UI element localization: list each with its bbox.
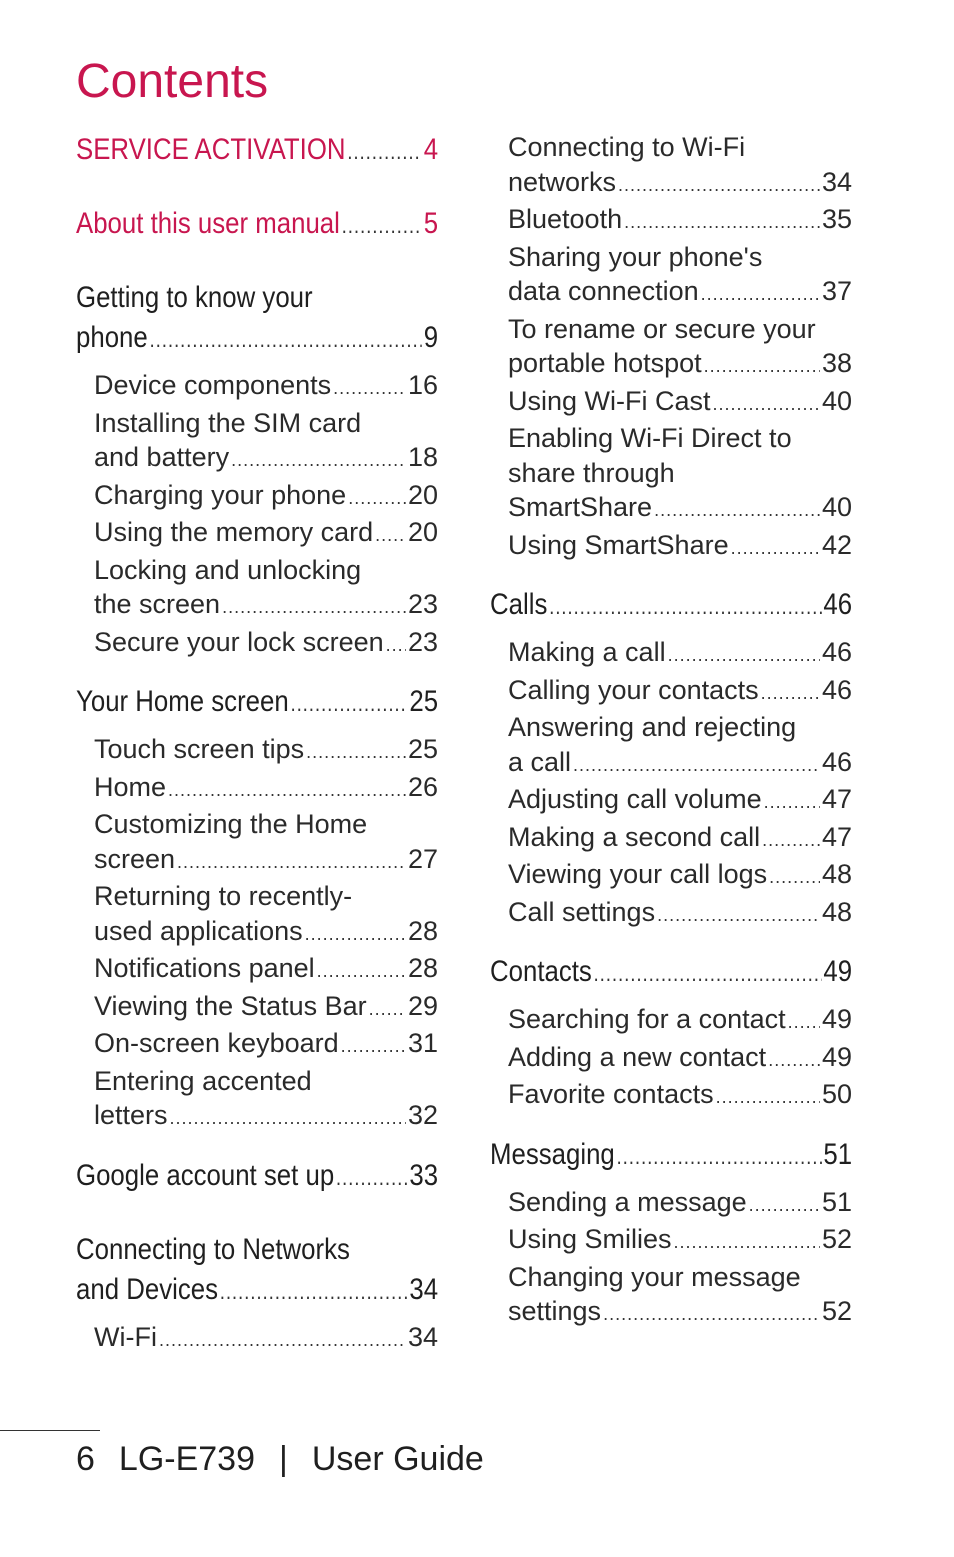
- toc-item[interactable]: [76, 879, 438, 951]
- toc-item[interactable]: [490, 895, 852, 933]
- toc-title: Making a call: [508, 637, 666, 667]
- toc-page: 46: [821, 746, 852, 777]
- toc-title: Contacts: [490, 955, 592, 988]
- toc-title: settings: [508, 1296, 602, 1326]
- toc-title-line: Entering accented: [94, 1065, 312, 1096]
- toc-title: Using the memory card: [94, 517, 374, 547]
- toc-page: 50: [821, 1079, 852, 1109]
- toc-page: 26: [407, 771, 438, 802]
- toc-item[interactable]: [76, 1064, 438, 1136]
- toc-title: Calling your contacts: [508, 674, 759, 705]
- toc-page: 51: [823, 1137, 853, 1171]
- page-title: Contents: [76, 55, 269, 108]
- toc-title: letters: [94, 1100, 168, 1130]
- toc-title-line: Customizing the Home: [94, 809, 368, 839]
- footer-model: LG-E739: [118, 1440, 256, 1478]
- toc-page: 47: [821, 784, 852, 814]
- toc-title-line: Sharing your phone's: [508, 241, 763, 272]
- toc-page: 35: [821, 204, 852, 234]
- footer-guide: User Guide: [311, 1440, 484, 1478]
- toc-title: Calls: [490, 588, 548, 621]
- toc-title: phone: [76, 321, 148, 354]
- toc-page: 5: [423, 207, 439, 240]
- toc-page: 9: [423, 321, 439, 354]
- toc-page: 23: [407, 589, 438, 619]
- toc-page: 18: [407, 442, 438, 472]
- toc-section-connecting[interactable]: [76, 1230, 438, 1312]
- toc-page: 27: [407, 843, 438, 874]
- toc-title-line: To rename or secure your: [508, 313, 816, 344]
- toc-section-service-activation[interactable]: [76, 130, 438, 172]
- toc-page: 20: [407, 479, 438, 510]
- toc-page: 32: [407, 1100, 438, 1130]
- toc-title-line: Enabling Wi-Fi Direct to: [508, 423, 792, 453]
- toc-item[interactable]: [490, 202, 852, 240]
- toc-item[interactable]: [490, 130, 852, 202]
- toc-item[interactable]: [490, 240, 852, 312]
- toc-page: 28: [407, 953, 438, 983]
- toc-page: 40: [821, 492, 852, 522]
- toc-item[interactable]: [76, 553, 438, 625]
- toc-page: 25: [409, 685, 439, 718]
- toc-title: Adjusting call volume: [508, 784, 762, 814]
- toc-title: portable hotspot: [508, 348, 702, 378]
- toc-item[interactable]: [490, 421, 852, 528]
- toc-title: Searching for a contact: [508, 1004, 786, 1034]
- toc-page: 29: [407, 990, 438, 1021]
- toc-page: 4: [423, 133, 439, 166]
- toc-title: SERVICE ACTIVATION: [76, 133, 346, 166]
- toc-item[interactable]: [76, 478, 438, 516]
- toc-page: 46: [821, 674, 852, 705]
- toc-title-line: Returning to recently-: [94, 881, 353, 911]
- toc-item[interactable]: [490, 1002, 852, 1040]
- toc-item[interactable]: [490, 1260, 852, 1332]
- toc-item[interactable]: [490, 857, 852, 895]
- toc-title: Charging your phone: [94, 479, 347, 510]
- toc-title: Google account set up: [76, 1158, 335, 1192]
- toc-title-line: Connecting to Wi-Fi: [508, 132, 746, 162]
- toc-title: Messaging: [490, 1137, 615, 1171]
- toc-page: 38: [821, 348, 852, 378]
- toc-title: the screen: [94, 589, 221, 619]
- toc-title: Using Wi-Fi Cast: [508, 385, 711, 416]
- toc-page: 46: [823, 588, 853, 621]
- toc-item[interactable]: [76, 770, 438, 808]
- toc-item[interactable]: [490, 782, 852, 820]
- toc-title: Your Home screen: [76, 685, 289, 718]
- toc-page: 42: [821, 529, 852, 560]
- toc-title: Making a second call: [508, 821, 761, 852]
- footer-separator: |: [279, 1440, 288, 1478]
- toc-page: 40: [821, 385, 852, 416]
- toc-page: 47: [821, 821, 852, 852]
- toc-page: 25: [407, 734, 438, 764]
- toc-item[interactable]: [490, 820, 852, 858]
- footer-rule: [0, 1430, 100, 1431]
- toc-page: 33: [409, 1158, 439, 1192]
- toc-page: 48: [821, 896, 852, 927]
- toc-page: 28: [407, 915, 438, 946]
- toc-item[interactable]: [76, 515, 438, 553]
- toc-title: used applications: [94, 915, 303, 946]
- toc-page: 49: [823, 955, 853, 988]
- toc-title: and Devices: [76, 1272, 218, 1306]
- toc-page: 20: [407, 517, 438, 547]
- toc-section-calls[interactable]: [490, 585, 852, 627]
- toc-section-getting-to-know[interactable]: [76, 278, 438, 360]
- toc-title: Call settings: [508, 896, 656, 927]
- toc-item[interactable]: [490, 312, 852, 384]
- toc-item[interactable]: [490, 384, 852, 422]
- toc-item[interactable]: [76, 368, 438, 406]
- toc-title: screen: [94, 843, 176, 874]
- toc-item[interactable]: [490, 1222, 852, 1260]
- toc-title-line: Answering and rejecting: [508, 712, 797, 742]
- toc-section-google-account[interactable]: [76, 1156, 438, 1198]
- toc-page: 46: [821, 637, 852, 667]
- toc-page: 16: [407, 370, 438, 400]
- toc-title: Viewing your call logs: [508, 859, 768, 889]
- toc-item[interactable]: [490, 1077, 852, 1115]
- toc-item[interactable]: [76, 989, 438, 1027]
- toc-section-contacts[interactable]: [490, 952, 852, 994]
- toc-page: 34: [821, 166, 852, 197]
- toc-title-line: Changing your message: [508, 1261, 801, 1292]
- toc-item[interactable]: [490, 673, 852, 711]
- toc-item[interactable]: [76, 625, 438, 663]
- toc-page: 23: [407, 626, 438, 657]
- toc-item[interactable]: [490, 710, 852, 782]
- footer-page-number: 6: [76, 1440, 95, 1478]
- toc-item[interactable]: [76, 1026, 438, 1064]
- toc-title: Favorite contacts: [508, 1079, 714, 1109]
- toc-title: Touch screen tips: [94, 734, 305, 764]
- toc-title-line: Getting to know your: [76, 281, 313, 314]
- toc-item[interactable]: [490, 528, 852, 566]
- toc-title: Using Smilies: [508, 1224, 672, 1254]
- toc-item[interactable]: [490, 1040, 852, 1078]
- toc-right-column: [490, 130, 852, 1332]
- toc-title: networks: [508, 166, 617, 197]
- toc-title: Sending a message: [508, 1186, 747, 1217]
- toc-item[interactable]: [76, 1320, 438, 1358]
- toc-title: About this user manual: [76, 207, 340, 240]
- toc-item[interactable]: [76, 406, 438, 478]
- toc-title: Home: [94, 771, 167, 802]
- toc-title: and battery: [94, 442, 230, 472]
- toc-title-line: Connecting to Networks: [76, 1232, 350, 1266]
- toc-page: 48: [821, 859, 852, 889]
- toc-page: 31: [407, 1028, 438, 1058]
- toc-title: a call: [508, 746, 572, 777]
- toc-left-column: [76, 130, 438, 1357]
- page-footer: [76, 1440, 508, 1479]
- toc-item[interactable]: [76, 807, 438, 879]
- toc-item[interactable]: [490, 1185, 852, 1223]
- toc-title: SmartShare: [508, 492, 653, 522]
- toc-title-line: share through: [508, 457, 675, 488]
- toc-section-messaging[interactable]: [490, 1135, 852, 1177]
- toc-page: 34: [407, 1321, 438, 1352]
- toc-page: 49: [821, 1004, 852, 1034]
- toc-title: Device components: [94, 370, 332, 400]
- toc-title: data connection: [508, 276, 699, 306]
- toc-section-home-screen[interactable]: [76, 682, 438, 724]
- toc-title-line: Locking and unlocking: [94, 554, 362, 585]
- toc-item[interactable]: [490, 635, 852, 673]
- toc-title: Adding a new contact: [508, 1041, 767, 1072]
- toc-item[interactable]: [76, 951, 438, 989]
- toc-title: Notifications panel: [94, 953, 315, 983]
- toc-page: 34: [409, 1272, 439, 1306]
- toc-page: 52: [821, 1224, 852, 1254]
- toc-page: 51: [821, 1186, 852, 1217]
- toc-title: Viewing the Status Bar: [94, 990, 367, 1021]
- toc-page: 52: [821, 1296, 852, 1326]
- toc-title: Secure your lock screen: [94, 626, 384, 657]
- toc-title: Using SmartShare: [508, 529, 729, 560]
- toc-title-line: Installing the SIM card: [94, 407, 362, 438]
- toc-title: Bluetooth: [508, 204, 623, 234]
- toc-title: Wi-Fi: [94, 1321, 157, 1352]
- toc-item[interactable]: [76, 732, 438, 770]
- toc-section-about-manual[interactable]: [76, 204, 438, 246]
- toc-page: 49: [821, 1041, 852, 1072]
- toc-title: On-screen keyboard: [94, 1028, 339, 1058]
- toc-page: 37: [821, 276, 852, 306]
